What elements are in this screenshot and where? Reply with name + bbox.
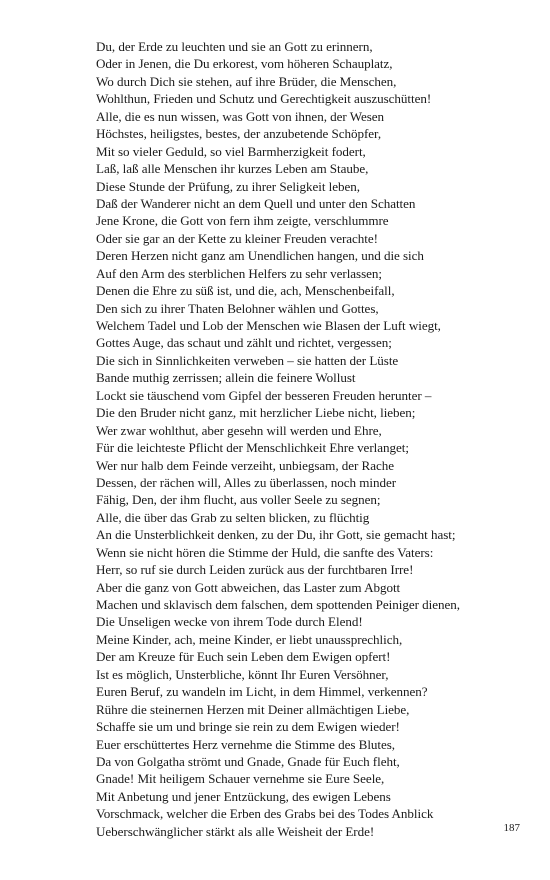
poem-line: Daß der Wanderer nicht an dem Quell und unter den Schatten: [96, 195, 416, 211]
poem-line: Die sich in Sinnlichkeiten verweben – sie hatten der Lüste: [96, 352, 399, 368]
poem-line: Laß, laß alle Menschen ihr kurzes Leben am Staube,: [96, 161, 369, 177]
poem-line: Wenn sie nicht hören die Stimme der Huld, die sanfte des Vaters:: [96, 544, 434, 560]
poem-line: Meine Kinder, ach, meine Kinder, er liebt unaussprechlich,: [96, 631, 403, 647]
poem-line: Lockt sie täuschend vom Gipfel der besseren Freuden herunter –: [96, 387, 432, 403]
poem-line: Alle, die es nun wissen, was Gott von ihnen, der Wesen: [96, 108, 385, 124]
poem-line: Oder in Jenen, die Du erkorest, vom höheren Schauplatz,: [96, 56, 393, 72]
poem-line: Schaffe sie um und bringe sie rein zu dem Ewigen wieder!: [96, 719, 400, 735]
poem-line: Aber die ganz von Gott abweichen, das Laster zum Abgott: [96, 579, 401, 595]
poem-line: Deren Herzen nicht ganz am Unendlichen hangen, und die sich: [96, 248, 424, 264]
poem-text-block: [96, 38, 536, 840]
poem-line: Ueberschwänglicher stärkt als alle Weisheit der Erde!: [96, 823, 375, 839]
poem-line: Bande muthig zerrissen; allein die feinere Wollust: [96, 370, 356, 386]
poem-line: Da von Golgatha strömt und Gnade, Gnade für Euch fleht,: [96, 753, 400, 769]
poem-line: Den sich zu ihrer Thaten Belohner wählen und Gottes,: [96, 300, 379, 316]
poem-line: Wohlthun, Frieden und Schutz und Gerechtigkeit auszuschütten!: [96, 91, 432, 107]
poem-line: Mit Anbetung und jener Entzückung, des ewigen Lebens: [96, 788, 391, 804]
poem-line: Herr, so ruf sie durch Leiden zurück aus der furchtbaren Irre!: [96, 562, 414, 578]
poem-line: Höchstes, heiligstes, bestes, der anzubetende Schöpfer,: [96, 126, 382, 142]
poem-line: Alle, die über das Grab zu selten blicken, zu flüchtig: [96, 509, 370, 525]
poem-line: Rühre die steinernen Herzen mit Deiner allmächtigen Liebe,: [96, 701, 410, 717]
poem-line: Ist es möglich, Unsterbliche, könnt Ihr Euren Versöhner,: [96, 666, 389, 682]
poem-line: Wo durch Dich sie stehen, auf ihre Brüder, die Menschen,: [96, 73, 397, 89]
poem-line: Dessen, der rächen will, Alles zu überlassen, noch minder: [96, 474, 397, 490]
poem-line: Diese Stunde der Prüfung, zu ihrer Seligkeit leben,: [96, 178, 360, 194]
poem-line: Du, der Erde zu leuchten und sie an Gott zu erinnern,: [96, 39, 373, 54]
poem-line: Vorschmack, welcher die Erben des Grabs bei des Todes Anblick: [96, 806, 434, 822]
poem-line: Wer nur halb dem Feinde verzeiht, unbiegsam, der Rache: [96, 457, 395, 473]
page-number: 187: [503, 822, 520, 834]
poem-line: Jene Krone, die Gott von fern ihm zeigte, verschlummre: [96, 213, 389, 229]
poem-line: Mit so vieler Geduld, so viel Barmherzigkeit fodert,: [96, 143, 366, 159]
poem-line: Der am Kreuze für Euch sein Leben dem Ewigen opfert!: [96, 649, 391, 665]
poem-line: Oder sie gar an der Kette zu kleiner Freuden verachte!: [96, 230, 378, 246]
poem-line: Welchem Tadel und Lob der Menschen wie Blasen der Luft wiegt,: [96, 318, 441, 333]
poem-line: Machen und sklavisch dem falschen, dem spottenden Peiniger dienen,: [96, 597, 460, 612]
poem-line: An die Unsterblichkeit denken, zu der Du, ihr Gott, sie gemacht hast;: [96, 527, 456, 543]
poem-line: Wer zwar wohlthut, aber gesehn will werden und Ehre,: [96, 422, 382, 438]
poem-line: Die Unseligen wecke von ihrem Tode durch Elend!: [96, 614, 363, 630]
poem-line: Gnade! Mit heiligem Schauer vernehme sie Eure Seele,: [96, 771, 385, 787]
poem-line: Euer erschüttertes Herz vernehme die Stimme des Blutes,: [96, 736, 396, 752]
poem-line: Denen die Ehre zu süß ist, und die, ach, Menschenbeifall,: [96, 283, 395, 299]
poem-line: Fähig, Den, der ihm flucht, aus voller Seele zu segnen;: [96, 492, 381, 508]
poem-line: Auf den Arm des sterblichen Helfers zu sehr verlassen;: [96, 265, 382, 281]
poem-line: Die den Bruder nicht ganz, mit herzlicher Liebe nicht, lieben;: [96, 405, 416, 421]
poem-line: Für die leichteste Pflicht der Menschlichkeit Ehre verlanget;: [96, 440, 409, 456]
poem-line: Euren Beruf, zu wandeln im Licht, in dem Himmel, verkennen?: [96, 684, 428, 700]
poem-line: Gottes Auge, das schaut und zählt und richtet, vergessen;: [96, 335, 392, 351]
